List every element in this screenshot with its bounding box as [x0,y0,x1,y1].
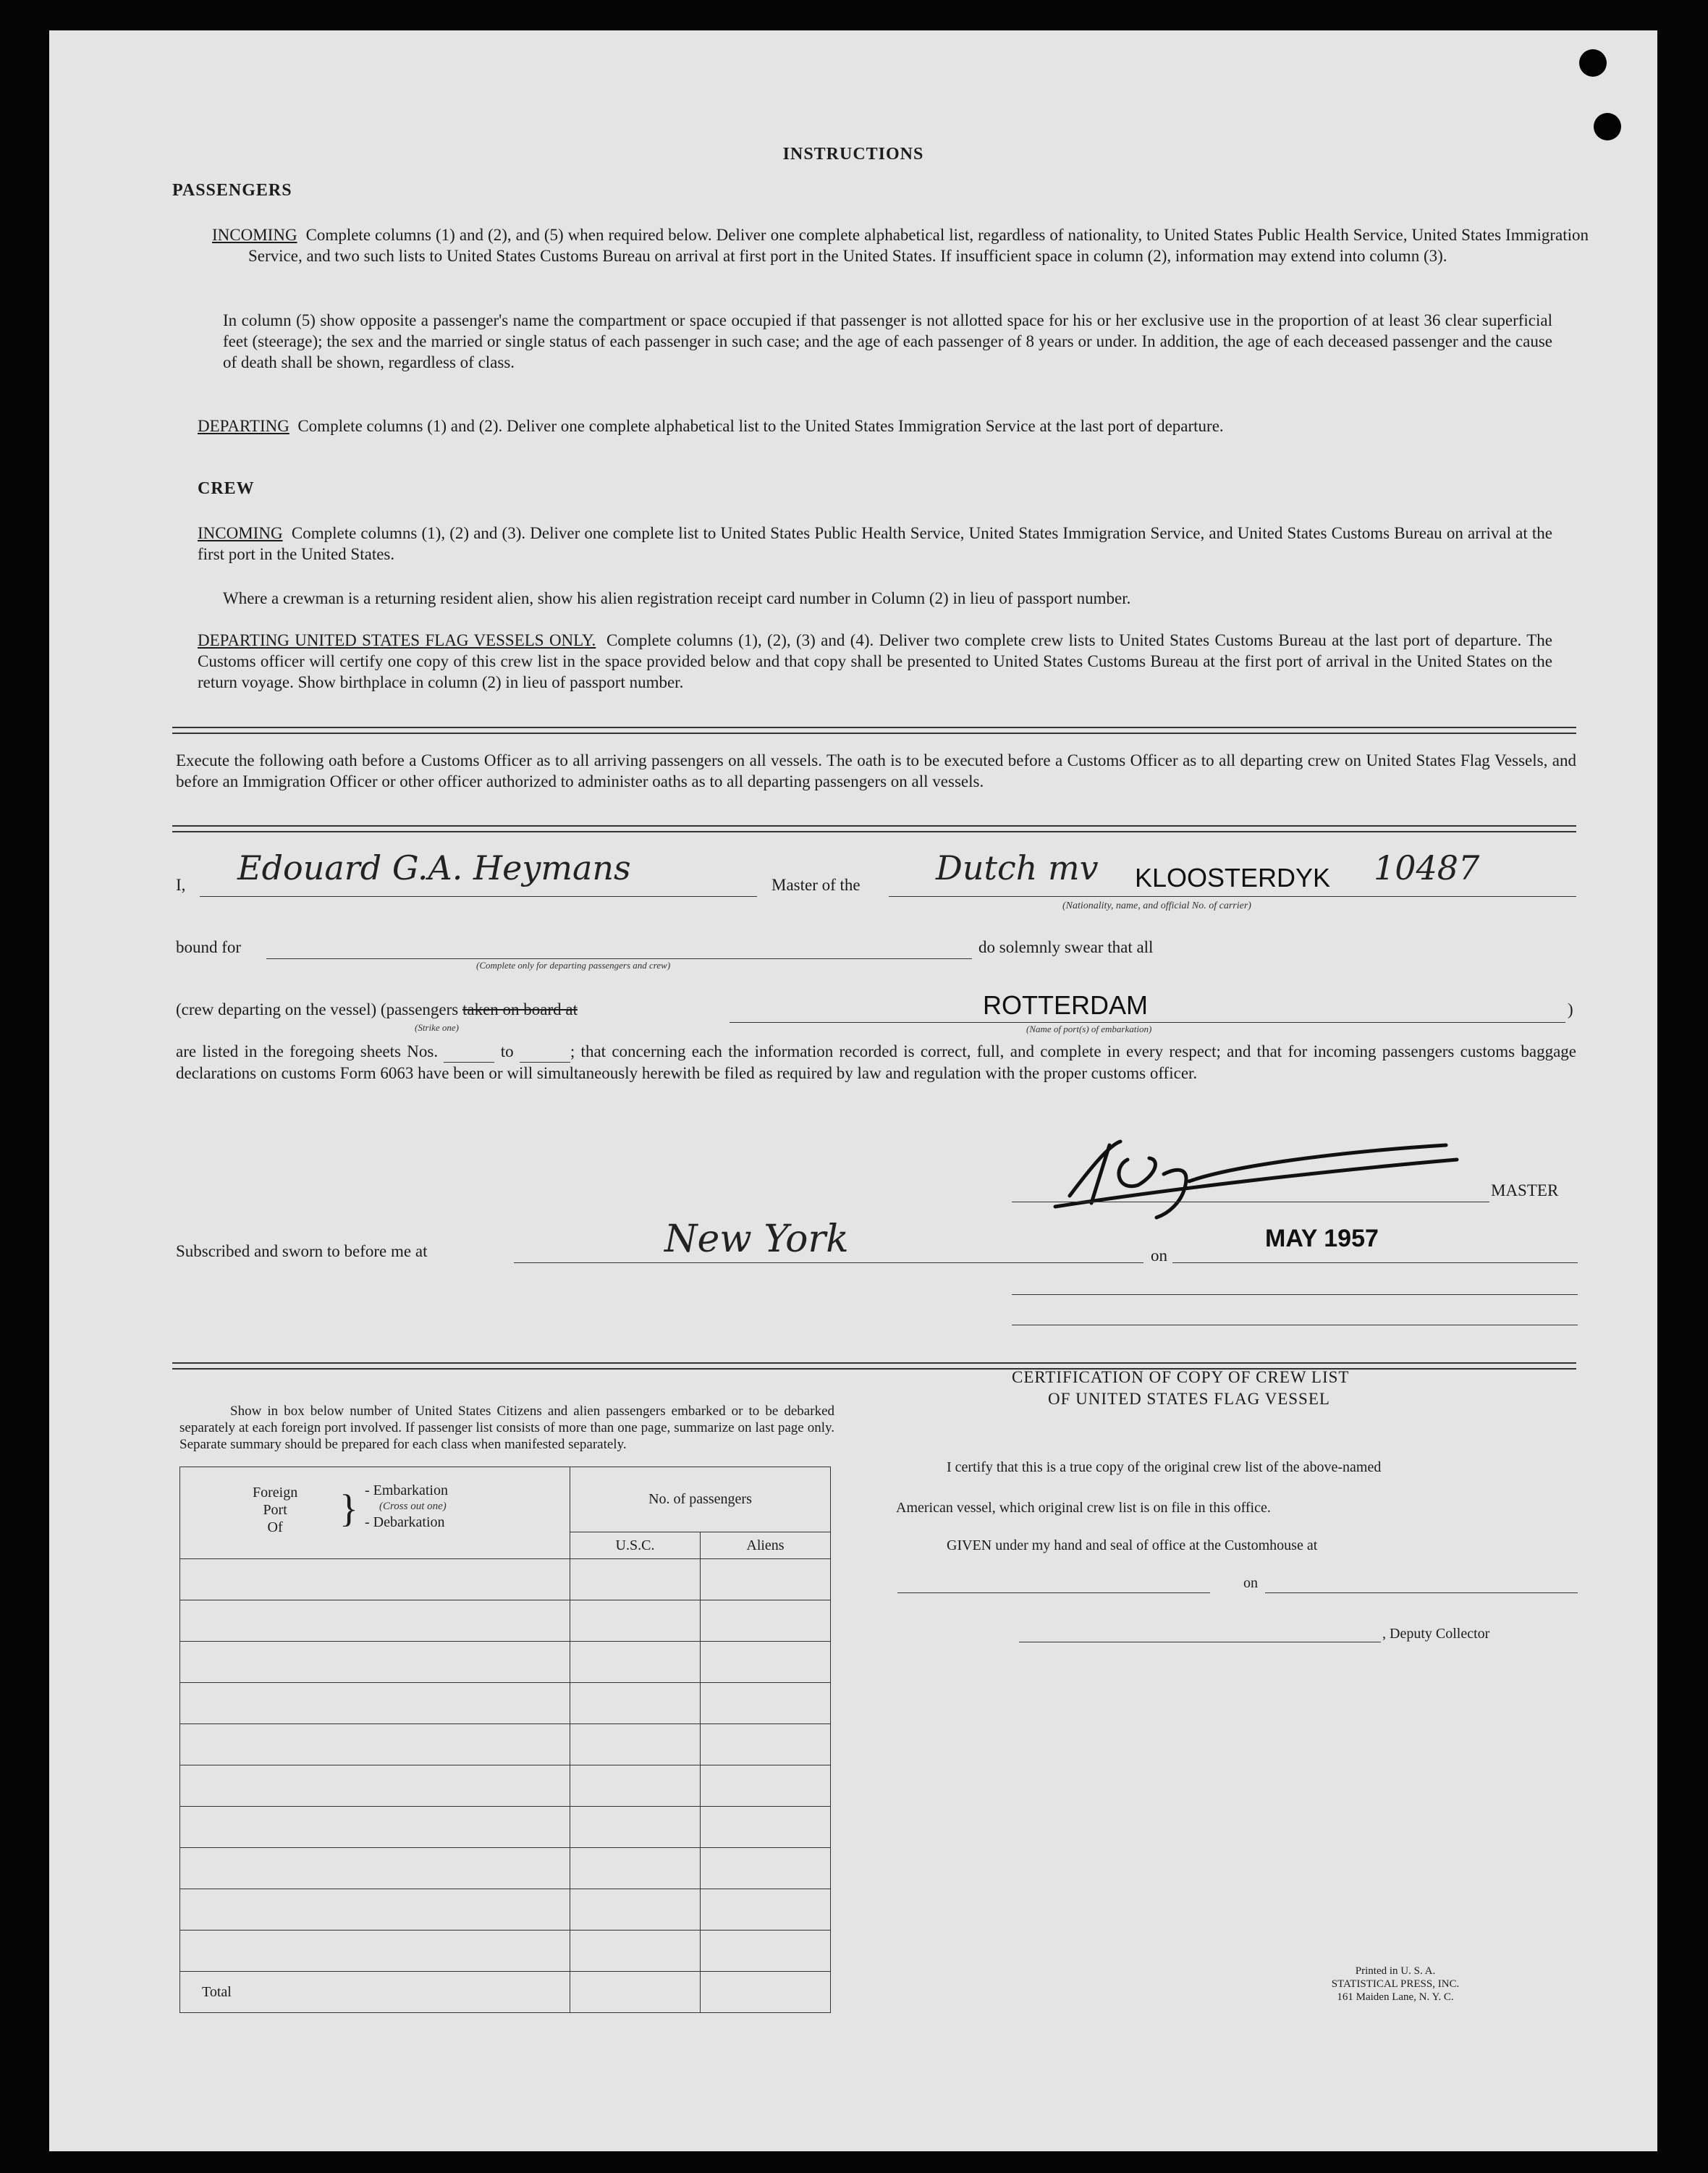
vessel-number: 10487 [1374,848,1480,887]
port-cell[interactable] [180,1931,570,1972]
strike-options [176,1000,578,1019]
printer-imprint [1265,1965,1526,2004]
passenger-summary-table [179,1467,831,2013]
oath-i-label: I, [176,876,186,894]
table-row [180,1931,831,1972]
total-row [180,1972,831,2013]
port-cell[interactable] [180,1807,570,1848]
punch-hole [1579,49,1607,77]
summary-instructions: Show in box below number of United States Citizens and alien passengers embarked or to be debarked separately at each foreign port involved. If passenger list consists of more than one page, summarize on last page only. Separate summary should be prepared for each class when manifested separately. [179,1404,834,1452]
of-label: Of [267,1519,283,1535]
port-line [730,1022,1565,1023]
swear-label: do solemnly swear that all [978,938,1154,956]
vessel-line [889,896,1576,897]
bound-for-label: bound for [176,938,242,956]
sheet-to-field [520,1041,570,1063]
total-usc-cell[interactable] [570,1972,700,2013]
embarkation-port: ROTTERDAM [983,990,1148,1020]
usc-cell[interactable] [570,1559,700,1600]
table-row [180,1889,831,1931]
aliens-cell[interactable] [700,1600,830,1642]
debarkation-label: - Debarkation [365,1514,445,1530]
table-row [180,1683,831,1724]
instructions-title: INSTRUCTIONS [782,145,924,164]
aliens-cell[interactable] [700,1765,830,1807]
divider [172,825,1576,832]
total-aliens-cell[interactable] [700,1972,830,2013]
aliens-cell[interactable] [700,1724,830,1765]
aliens-cell[interactable] [700,1642,830,1683]
crew-departing-text: Complete columns (1), (2), (3) and (4). Deliver two complete crew lists to United States Customs Bureau at the last port of departure. The Customs officer will certify one copy of this crew list in the space provided below and that copy shall be presented to United States Customs Bureau at the first port of arrival in the United States on the return voyage. Show birthplace in column (2) in lieu of passport number. [198,631,1553,691]
usc-cell[interactable] [570,1848,700,1889]
foreign-label: Foreign [253,1485,298,1501]
certify-text-a: I certify that this is a true copy of the original crew list of the above-named [947,1459,1382,1475]
printer-line-2: STATISTICAL PRESS, INC. [1331,1978,1460,1990]
usc-cell[interactable] [570,1931,700,1972]
passengers-column5-paragraph: In column (5) show opposite a passenger's name the compartment or space occupied if that passenger is not allotted space for his or her exclusive use in the proportion of at least 36 clear superficial feet (steerage); the sex and the married or single status of each passenger in such case; and the age of each passenger of 8 years or under. In addition, the age of each deceased passenger and the cause of death shall be shown, regardless of class. [223,311,1552,371]
sworn-date: MAY 1957 [1265,1225,1379,1252]
given-text: GIVEN under my hand and seal of office at the Customhouse at [947,1537,1318,1553]
aliens-cell[interactable] [700,1889,830,1931]
passengers-taken-struck: taken on board at [462,1000,578,1018]
passengers-incoming-paragraph [212,224,1589,266]
aliens-cell[interactable] [700,1848,830,1889]
sheet-from-field [444,1041,494,1063]
master-name: Edouard G.A. Heymans [237,848,631,887]
divider [172,727,1576,734]
listed-text-b: ; that concerning each the information recorded is correct, full, and complete in every respect; and that for incoming passengers customs baggage declarations on customs Form 6063 have been or will simultaneously herewith be filed as required by law and regulation with the proper customs officer. [176,1042,1576,1082]
port-header-cell [180,1467,570,1559]
aliens-cell[interactable] [700,1807,830,1848]
table-header-row [180,1467,831,1532]
on-label: on [1151,1246,1167,1265]
port-cell[interactable] [180,1724,570,1765]
crew-departing-label: DEPARTING UNITED STATES FLAG VESSELS ONLY. [198,631,596,649]
bound-for-note: (Complete only for departing passengers and crew) [476,960,671,971]
master-of-label: Master of the [771,876,861,894]
certification-title-1: CERTIFICATION OF COPY OF CREW LIST [1012,1368,1350,1386]
usc-cell[interactable] [570,1889,700,1931]
table-row [180,1848,831,1889]
usc-cell[interactable] [570,1807,700,1848]
crew-resident-paragraph: Where a crewman is a returning resident alien, show his alien registration receipt card number in Column (2) in lieu of passport number. [223,589,1131,607]
total-label: Total [180,1972,570,2013]
vessel-handwritten: Dutch mv [936,848,1099,887]
port-cell[interactable] [180,1642,570,1683]
passengers-departing-text: Complete columns (1) and (2). Deliver one complete alphabetical list to the United States Immigration Service at the last port of departure. [297,417,1224,435]
usc-cell[interactable] [570,1765,700,1807]
officer-line-1 [1012,1294,1578,1295]
passengers-heading: PASSENGERS [172,181,292,200]
foreign-port-label [253,1484,297,1536]
certify-text-b: American vessel, which original crew list is on file in this office. [896,1500,1271,1516]
table-row [180,1559,831,1600]
vessel-name: KLOOSTERDYK [1135,863,1331,893]
port-cell[interactable] [180,1765,570,1807]
form-sheet [49,30,1657,2151]
aliens-cell[interactable] [700,1931,830,1972]
printer-line-3: 161 Maiden Lane, N. Y. C. [1337,1991,1454,2003]
aliens-cell[interactable] [700,1683,830,1724]
listed-text-a: are listed in the foregoing sheets Nos. [176,1042,439,1060]
vessel-note: (Nationality, name, and official No. of carrier) [1062,900,1251,911]
master-name-line [200,896,757,897]
table-row [180,1807,831,1848]
deputy-collector-label: , Deputy Collector [1382,1626,1490,1642]
table-row [180,1765,831,1807]
embark-debark-labels [365,1482,448,1530]
printer-line-1: Printed in U. S. A. [1355,1965,1436,1977]
table-row [180,1600,831,1642]
aliens-header: Aliens [700,1532,830,1559]
close-paren: ) [1568,1000,1573,1018]
port-cell[interactable] [180,1889,570,1931]
crew-heading: CREW [198,479,255,498]
embarkation-label: - Embarkation [365,1482,448,1498]
port-cell[interactable] [180,1848,570,1889]
certification-title-2: OF UNITED STATES FLAG VESSEL [1048,1390,1330,1408]
crew-incoming-label: INCOMING [198,524,283,542]
listed-to: to [500,1042,514,1060]
cross-out-note: (Cross out one) [379,1501,447,1512]
sworn-date-line [1172,1262,1578,1263]
crew-departing-paragraph [198,630,1552,693]
sworn-place: New York [664,1218,849,1261]
master-label: MASTER [1491,1181,1559,1199]
usc-cell[interactable] [570,1642,700,1683]
cert-on-label: on [1243,1575,1258,1591]
sworn-place-line [514,1262,1143,1263]
aliens-cell[interactable] [700,1559,830,1600]
usc-header: U.S.C. [570,1532,700,1559]
port-label: Port [263,1502,287,1518]
port-cell[interactable] [180,1559,570,1600]
crew-incoming-paragraph [198,523,1552,565]
brace-icon: } [339,1487,358,1530]
customhouse-line[interactable] [897,1592,1210,1593]
passengers-incoming-text: Complete columns (1) and (2), and (5) when required below. Deliver one complete alphabetical list, regardless of nationality, to United States Public Health Service, United States Immigration Service, and two such lists to United States Customs Bureau on arrival at first port in the United States. If insufficient space in column (2), information may extend into column (3). [248,226,1589,265]
crew-incoming-text: Complete columns (1), (2) and (3). Deliver one complete list to United States Public Health Service, United States Immigration Service, and United States Customs Bureau on arrival at the first port in the United States. [198,524,1552,563]
port-cell[interactable] [180,1683,570,1724]
master-signature [1041,1116,1460,1225]
port-note: (Name of port(s) of embarkation) [1026,1024,1152,1034]
divider [172,1362,1576,1370]
crew-departing-option: (crew departing on the vessel) [176,1000,377,1018]
subscribed-label: Subscribed and sworn to before me at [176,1242,428,1260]
passengers-departing-label: DEPARTING [198,417,289,435]
port-cell[interactable] [180,1600,570,1642]
usc-cell[interactable] [570,1600,700,1642]
oath-intro: Execute the following oath before a Customs Officer as to all arriving passengers on all vessels. The oath is to be executed before a Customs Officer as to all departing crew on United States Flag Vessels, and before an Immigration Officer or other officer authorized to administer oaths as to all departing passengers on all vessels. [176,751,1576,790]
passengers-taken-prefix: (passengers [380,1000,459,1018]
usc-cell[interactable] [570,1724,700,1765]
passengers-header: No. of passengers [570,1467,830,1532]
punch-hole [1594,113,1621,140]
bound-for-line [266,958,972,959]
table-row [180,1642,831,1683]
passengers-incoming-label: INCOMING [212,226,297,244]
table-row [180,1724,831,1765]
passengers-departing-paragraph [198,415,1552,436]
listed-paragraph [176,1041,1576,1084]
strike-note: (Strike one) [415,1022,460,1033]
cert-date-line[interactable] [1265,1592,1578,1593]
usc-cell[interactable] [570,1683,700,1724]
